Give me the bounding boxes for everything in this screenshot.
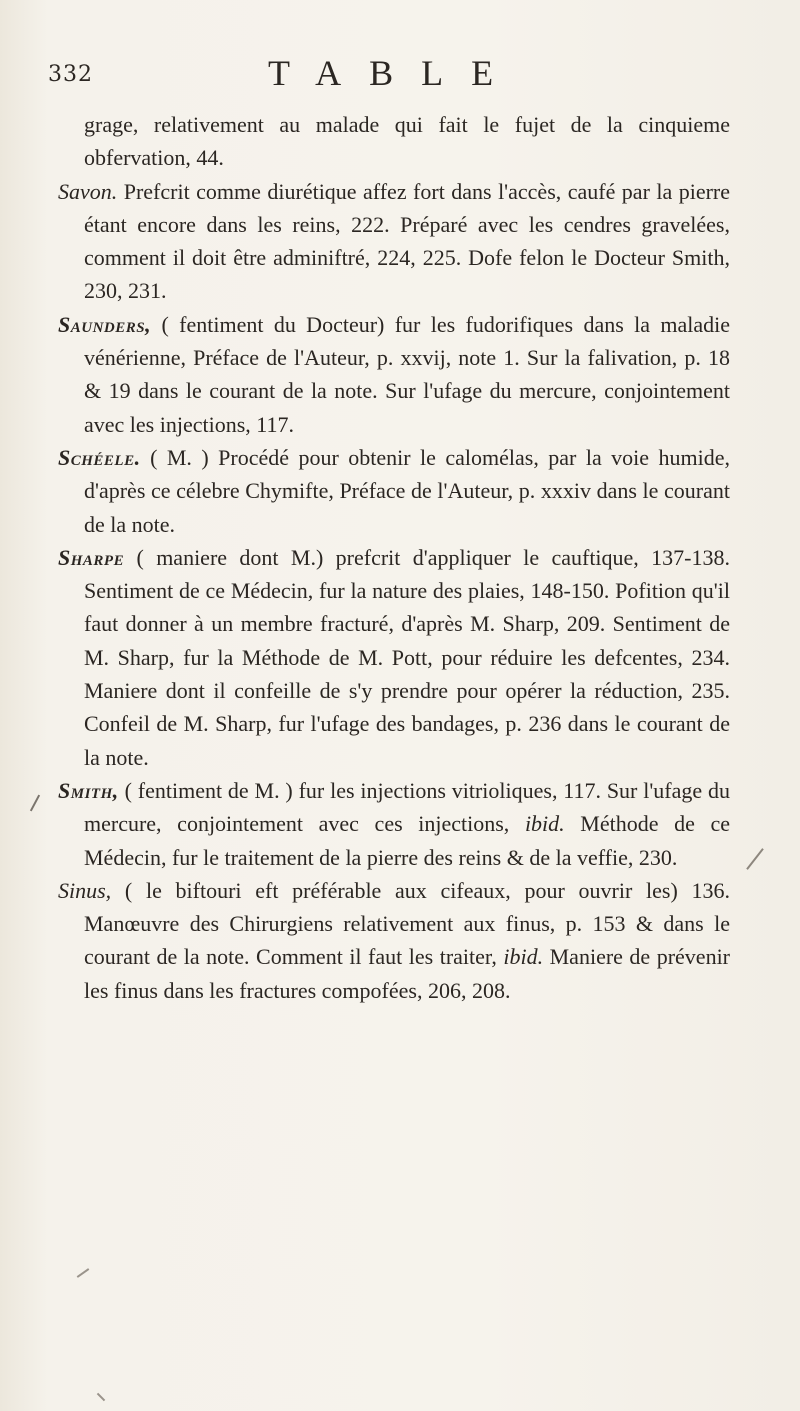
index-entries — [58, 108, 730, 1007]
pencil-mark — [30, 795, 40, 812]
pencil-mark — [746, 848, 764, 870]
entry-text-after: Maniere de prévenir les finus dans les fractures compofées, 206, 208. — [84, 944, 731, 1003]
entry-head-word: Savon. — [58, 178, 118, 204]
entry-text: Prefcrit comme diurétique affez fort dans l'accès, caufé par la pierre étant encore dans les reins, 222. Préparé avec les cendres gravelées, comment il doit être adminiftré, 224, 225. Dofe felon le Docteur Smith, 230, 231. — [84, 178, 730, 304]
entry-ibid: ibid. — [503, 944, 544, 970]
index-entry — [58, 541, 730, 774]
entry-text: grage, relativement au malade qui fait le fujet de la cinquieme obfervation, 44. — [84, 112, 730, 171]
page-number: 332 — [48, 62, 93, 87]
index-entry — [58, 774, 730, 874]
index-entry — [58, 308, 730, 441]
entry-head-word: Sharpe — [58, 544, 125, 570]
index-entry — [58, 108, 730, 175]
index-entry — [58, 441, 730, 541]
index-entry — [58, 175, 730, 308]
entry-head-word: Sinus, — [58, 877, 112, 903]
entry-head-word: Schéele. — [58, 444, 141, 470]
entry-text: ( le biftouri eft préférable aux cifeaux, pour ouvrir les) 136. Manœuvre des Chirurgiens relativement aux finus, p. 153 & dans le courant de la note. Comment il faut les traiter, — [84, 877, 730, 970]
pencil-mark — [97, 1393, 105, 1401]
entry-text: ( fentiment du Docteur) fur les fudorifiques dans la maladie vénérienne, Préface de l'Auteur, p. xxvij, note 1. Sur la falivation, p. 18 & 19 dans le courant de la note. Sur l'ufage du mercure, conjointement avec les injections, 117. — [84, 311, 730, 437]
entry-text-after: Méthode de ce Médecin, fur le traitement de la pierre des reins & de la veffie, 230. — [84, 811, 731, 870]
index-entry — [58, 874, 730, 1007]
entry-head-word: Smith, — [58, 777, 119, 803]
entry-text: ( fentiment de M. ) fur les injections vitrioliques, 117. Sur l'ufage du mercure, conjointement avec ces injections, — [84, 777, 730, 837]
page-header — [48, 48, 748, 98]
pencil-mark — [77, 1268, 90, 1278]
entry-text: ( M. ) Procédé pour obtenir le calomélas, par la voie humide, d'après ce célebre Chymifte, Préface de l'Auteur, p. xxxiv dans le courant de la note. — [84, 444, 730, 537]
entry-text: ( maniere dont M.) prefcrit d'appliquer le cauftique, 137-138. Sentiment de ce Médecin, fur la nature des plaies, 148-150. Pofition qu'il faut donner à un membre fracturé, d'après M. Sharp, 209. Sentiment de M. Sharp, fur la Méthode de M. Pott, pour réduire les defcentes, 234. Maniere dont il confeille de s'y prendre pour opérer la réduction, 235. Confeil de M. Sharp, fur l'ufage des bandages, p. 236 dans le courant de la note. — [84, 544, 731, 770]
entry-head-word: Saunders, — [58, 311, 152, 337]
running-title: TABLE — [268, 53, 522, 93]
entry-ibid: ibid. — [524, 811, 565, 837]
